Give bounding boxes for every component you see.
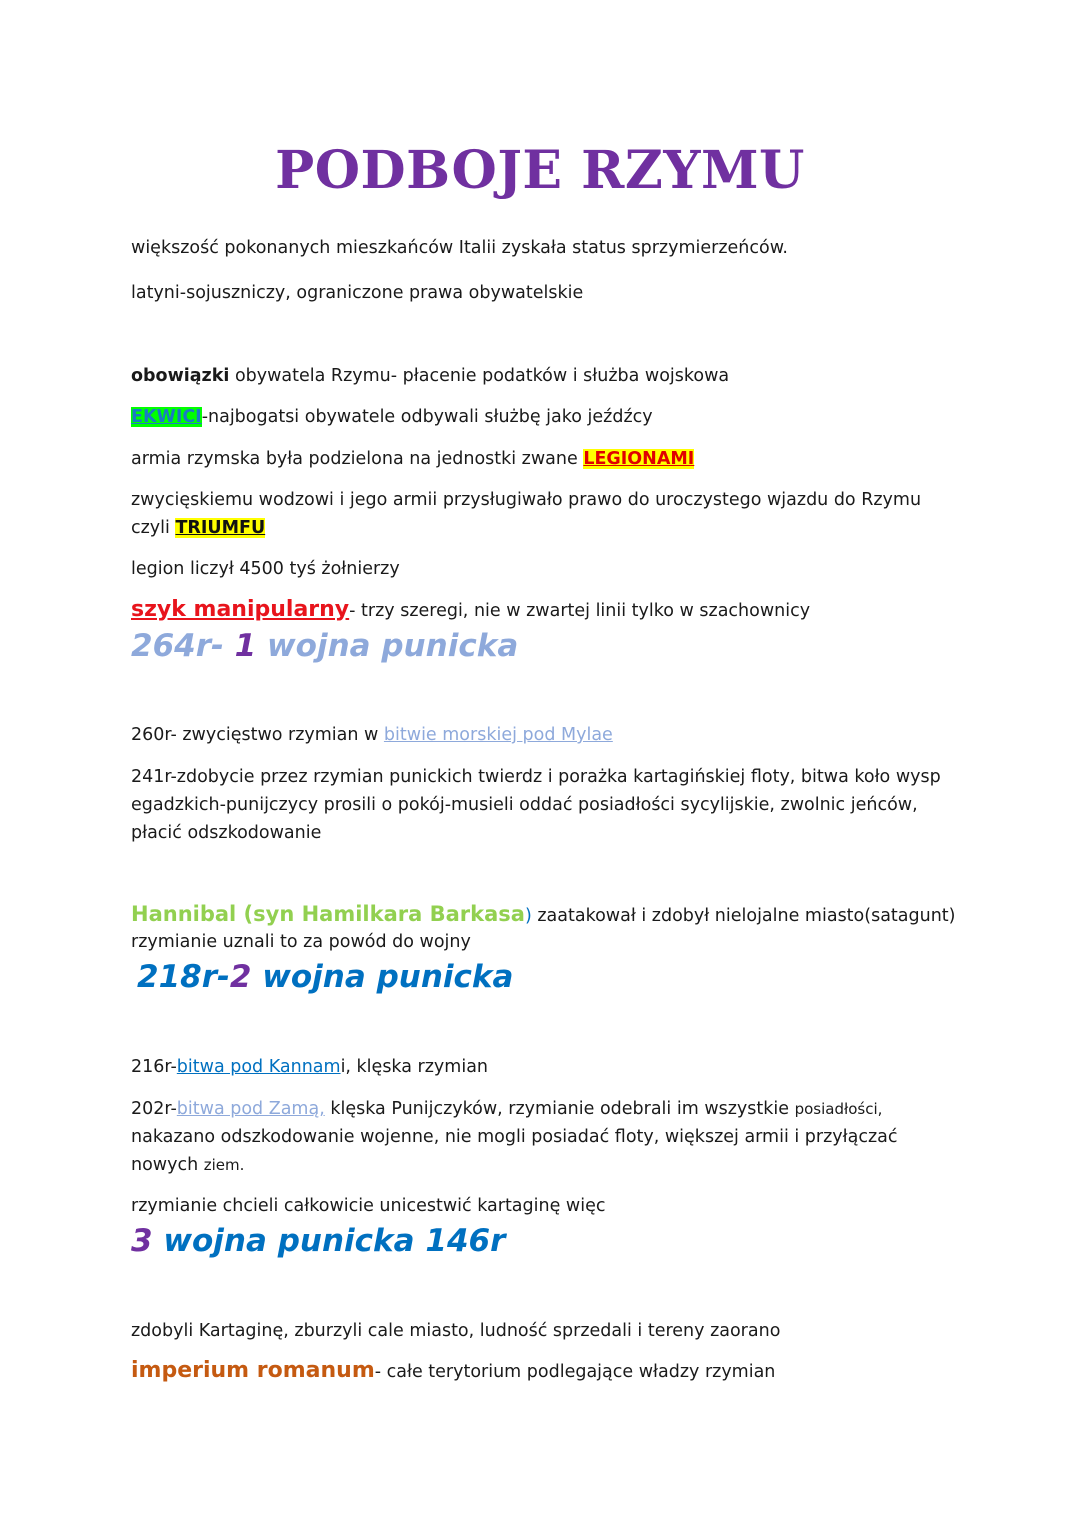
hannibal-text: zaatakował i zdobył nielojalne miasto(satagunt) [531,906,956,926]
zama-text: klęska Punijczyków, rzymianie odebrali im wszystkie [324,1099,795,1119]
cannae-text: i, klęska rzymian [340,1057,489,1077]
term-hannibal: Hannibal (syn Hamilkara Barkasa [131,902,525,926]
zama-small-text: posiadłości, [794,1100,883,1118]
duties-text: obywatela Rzymu- płacenie podatków i służba wojskowa [229,366,730,386]
paragraph-241-line2: egadzkich-punijczycy prosili o pokój-musieli oddać posiadłości sycylijskie, zwolnic jeńców, [131,795,918,815]
link-mylae[interactable]: bitwie morskiej pod Mylae [383,725,613,745]
paragraph-ekwici [131,403,653,431]
paragraph-carthage-intent: rzymianie chcieli całkowicie unicestwić kartaginę więc [131,1196,606,1216]
paragraph-hannibal-line1 [131,900,956,930]
mylae-text: 260r- zwycięstwo rzymian w [131,725,384,745]
term-obowiazki: obowiązki [131,366,230,386]
paragraph-manipular [131,596,810,625]
zama-line3-text: nowych [131,1155,204,1175]
heading-second-punic-war [137,959,513,995]
paragraph-legions [131,445,694,473]
paragraph-triumph-line1: zwycięskiemu wodzowi i jego armii przysługiwało prawo do uroczystego wjazdu do Rzymu [131,490,922,510]
zama-year: 202r- [131,1099,177,1119]
paragraph-legion-size: legion liczył 4500 tyś żołnierzy [131,559,400,579]
paragraph-latins: latyni-sojuszniczy, ograniczone prawa obywatelskie [131,283,584,303]
imperium-text: - całe terytorium podlegające władzy rzymian [374,1362,776,1382]
term-imperium-romanum: imperium romanum [131,1358,375,1383]
paragraph-zama-line2: nakazano odszkodowanie wojenne, nie mogli posiadać floty, większej armii i przyłączać [131,1127,898,1147]
cannae-year: 216r- [131,1057,177,1077]
paragraph-cannae [131,1053,488,1081]
ekwici-text: -najbogatsi obywatele odbywali służbę jako jeźdźcy [201,407,653,427]
paragraph-mylae [131,721,613,749]
paragraph-241-line1: 241r-zdobycie przez rzymian punickich twierdz i porażka kartagińskiej floty, bitwa koło wysp [131,767,941,787]
war3-label: wojna punicka 146r [152,1223,506,1259]
war1-year: 264r- [131,628,235,664]
link-cannae[interactable]: bitwa pod Kannam [176,1057,341,1077]
term-legionami: LEGIONAMI [583,449,695,469]
manipular-text: - trzy szeregi, nie w zwartej linii tylko w szachownicy [349,601,811,621]
triumph-text: czyli [131,518,176,538]
link-zama[interactable]: bitwa pod Zamą, [176,1099,325,1119]
term-szyk-manipularny: szyk manipularny [131,597,350,622]
war1-number: 1 [234,628,257,664]
paragraph-zama-line3 [131,1151,244,1179]
heading-third-punic-war [131,1223,505,1259]
term-ekwici: EKWICI [131,407,202,427]
war2-year: 218r- [137,959,230,995]
paragraph-triumph-line2 [131,514,265,542]
war1-label: wojna punicka [256,628,519,664]
paragraph-zama-line1 [131,1095,882,1123]
term-triumfu: TRIUMFU [175,518,266,538]
legions-text: armia rzymska była podzielona na jednostki zwane [131,449,584,469]
paragraph-carthage-destroyed: zdobyli Kartaginę, zburzyli cale miasto, ludność sprzedali i tereny zaorano [131,1321,781,1341]
heading-first-punic-war [131,628,518,664]
paragraph-allies: większość pokonanych mieszkańców Italii zyskała status sprzymierzeńców. [131,238,788,258]
war2-number: 2 [229,959,252,995]
paragraph-hannibal-line2: rzymianie uznali to za powód do wojny [131,932,471,952]
war2-label: wojna punicka [251,959,514,995]
hannibal-paren: ) [524,906,532,926]
paragraph-imperium [131,1357,775,1386]
page-title: PODBOJE RZYMU [275,140,805,201]
paragraph-241-line3: płacić odszkodowanie [131,823,322,843]
zama-line3-small: ziem. [203,1156,245,1174]
war3-number: 3 [131,1223,153,1259]
paragraph-duties [131,362,729,390]
